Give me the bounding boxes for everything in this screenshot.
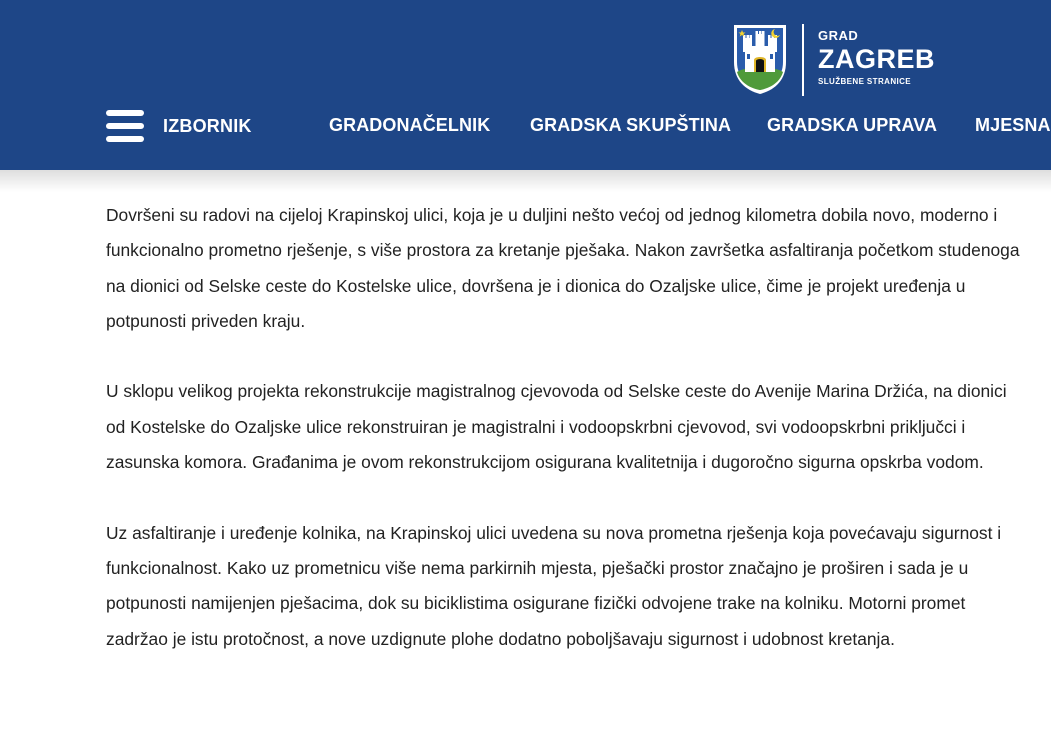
site-logo[interactable] bbox=[731, 22, 935, 96]
article-paragraph: Uz asfaltiranje i uređenje kolnika, na Krapinskoj ulici uvedena su nova prometna rješenja koja povećavaju sigurnost i funkcionalnost. Kako uz prometnicu više nema parkirnih mjesta, pješački prostor značajno je proširen i sada je u potpunosti namijenjen pješacima, dok su biciklistima osigurane fizički odvojene trake na kolniku. Motorni promet zadržao je istu protočnost, a nove uzdignute plohe dodatno poboljšavaju sigurnost i udobnost kretanja. bbox=[106, 522, 1002, 649]
header-shadow bbox=[0, 170, 1051, 192]
article-body bbox=[106, 198, 1021, 692]
zagreb-coat-of-arms-icon bbox=[731, 22, 789, 96]
site-header bbox=[0, 0, 1051, 170]
nav-item-gradonacelnik[interactable]: GRADONAČELNIK bbox=[329, 115, 491, 135]
nav-item-gradska-skupstina[interactable]: GRADSKA SKUPŠTINA bbox=[530, 115, 732, 135]
article-paragraph: U sklopu velikog projekta rekonstrukcije magistralnog cjevovoda od Selske ceste do Avenije Marina Držića, na dionici od Kostelske do Ozaljske ulice rekonstruiran je magistralni i vodoopskrbni cjevovod, svi vodoopskrbni priključci i zasunska komora. Građanima je ovom rekonstrukcijom osigurana kvalitetnija i dugoročno sigurna opskrba vodom. bbox=[106, 381, 1007, 473]
hamburger-icon bbox=[106, 109, 144, 143]
main-nav bbox=[0, 106, 1051, 146]
logo-text bbox=[818, 22, 935, 86]
nav-item-mjesna[interactable]: MJESNA bbox=[975, 115, 1051, 135]
logo-city-name: ZAGREB bbox=[818, 44, 935, 74]
nav-item-gradska-uprava[interactable]: GRADSKA UPRAVA bbox=[767, 115, 938, 135]
article-paragraph: Dovršeni su radovi na cijeloj Krapinskoj ulici, koja je u duljini nešto većoj od jednog kilometra dobila novo, moderno i funkcionalno prometno rješenje, s više prostora za kretanje pješaka. Nakon završetka asfaltiranja početkom studenoga na dionici od Selske ceste do Kostelske ulice, dovršena je i dionica do Ozaljske ulice, čime je projekt uređenja u potpunosti priveden kraju. bbox=[106, 205, 1020, 331]
logo-subtitle: SLUŽBENE STRANICE bbox=[818, 77, 912, 86]
logo-divider bbox=[802, 24, 804, 96]
menu-button[interactable] bbox=[106, 108, 252, 144]
menu-label: IZBORNIK bbox=[163, 115, 252, 136]
logo-grad: GRAD bbox=[818, 28, 859, 43]
